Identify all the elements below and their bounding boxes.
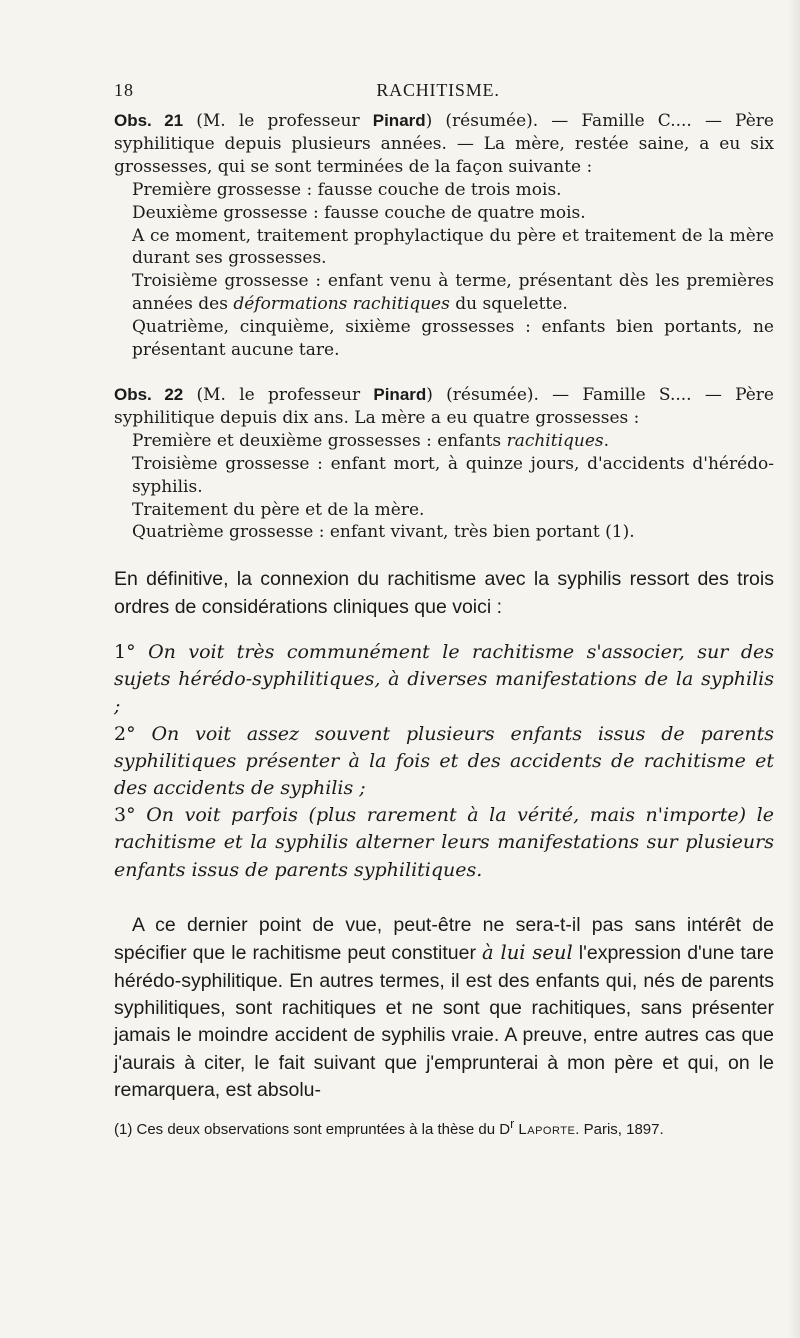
clinical-considerations-list — [114, 639, 774, 884]
footnote-text-b: . Paris, 1897. — [575, 1120, 664, 1138]
obs21-line-4-a: Troisième grossesse : enfant venu à terme, présentant dès les premières années des — [132, 271, 774, 315]
consideration-3-number: 3° — [114, 804, 136, 827]
obs22-surgeon-name: Pinard — [373, 384, 427, 404]
observation-22 — [114, 384, 774, 544]
footnote-author: Laporte — [518, 1120, 576, 1138]
obs21-opening-b: ) (résumée). — Famille C.... — Père syphilitique depuis plusieurs années. — La mère, restée saine, a eu six grossesses, qui se sont terminées de la façon suivante : — [114, 111, 774, 177]
page-header — [114, 80, 762, 108]
consideration-3-text-a: On voit parfois — [146, 804, 309, 827]
final-italic: à lui seul — [482, 941, 573, 965]
obs21-line-5: Quatrième, cinquième, sixième grossesses : enfants bien portants, ne présentant aucune tare. — [132, 317, 774, 361]
obs22-line-3: Traitement du père et de la mère. — [132, 499, 425, 520]
obs22-line-1-italic: rachitiques — [506, 430, 604, 451]
consideration-2-number: 2° — [114, 722, 136, 745]
page-edge-shadow — [788, 0, 800, 1338]
obs21-line-1: Première grossesse : fausse couche de trois mois. — [132, 179, 562, 200]
conclusion-paragraph — [114, 566, 774, 621]
final-paragraph — [114, 912, 774, 1105]
obs22-line-4: Quatrième grossesse : enfant vivant, très bien portant (1). — [132, 522, 635, 543]
obs21-line-4-italic: déformations rachitiques — [233, 294, 450, 315]
obs21-intro — [114, 110, 774, 179]
obs22-line-2: Troisième grossesse : enfant mort, à quinze jours, d'accidents d'hérédo-syphilis. — [132, 453, 774, 497]
final-text-a: A ce dernier point de vue, peut-être ne sera-t-il pas sans intérêt de spécifier que le rachitisme peut constituer — [114, 913, 774, 965]
obs22-label: Obs. 22 — [114, 384, 184, 404]
obs21-line-2: Deuxième grossesse : fausse couche de quatre mois. — [132, 202, 586, 223]
obs21-line-4-b: du squelette. — [449, 294, 568, 315]
obs21-opening-a: (M. le professeur — [196, 111, 373, 131]
obs21-label: Obs. 21 — [114, 111, 184, 130]
consideration-3-parenthetical: (plus rarement à la vérité, mais n'importe) — [308, 804, 747, 827]
running-title: RACHITISME. — [376, 80, 500, 100]
page-number: 18 — [114, 80, 134, 100]
final-text-b: l'expression d'une tare hérédo-syphilitique. En autres termes, il est des enfants qui, nés de parents syphilitiques, sont rachitiques et ne sont que rachitiques, sans présenter jamais le moindre accident de syphilis vraie. A preuve, entre autres cas que j'aurais à citer, le fait suivant que j'emprunterai à mon père et qui, on le remarquera, est absolu- — [114, 942, 774, 1102]
obs21-line-3: A ce moment, traitement prophylactique du père et traitement de la mère durant ses grossesses. — [132, 225, 774, 269]
obs22-opening-a: (M. le professeur — [196, 384, 374, 405]
obs22-line-1 — [114, 430, 774, 453]
obs22-opening-b: ) (résumée). — Famille S.... — Père syphilitique depuis dix ans. La mère a eu quatre grossesses : — [114, 384, 774, 428]
obs21-surgeon-name: Pinard — [372, 111, 426, 130]
consideration-2 — [114, 721, 774, 803]
conclusion-text: En définitive, la connexion du rachitisme avec la syphilis ressort des trois ordres de considérations cliniques que voici : — [114, 568, 774, 618]
consideration-1-text: On voit très communément le rachitisme s'associer, sur des sujets hérédo-syphilitiques, à diverses manifestations de la syphilis ; — [114, 640, 774, 718]
consideration-1 — [114, 639, 774, 721]
page-content — [114, 110, 774, 1139]
obs21-line-4 — [114, 270, 774, 316]
final-text — [114, 912, 774, 1105]
consideration-3-text-c: le rachitisme et la syphilis alterner leurs manifestations sur plusieurs enfants issus de parents syphilitiques. — [114, 804, 774, 881]
consideration-1-number: 1° — [114, 640, 136, 663]
obs22-line-1-c: . — [603, 430, 610, 451]
obs22-line-1-a: Première et deuxième grossesses : enfants — [132, 430, 507, 451]
obs22-intro — [114, 384, 774, 430]
consideration-3 — [114, 802, 774, 884]
observation-21 — [114, 110, 774, 362]
consideration-2-text: On voit assez souvent plusieurs enfants issus de parents syphilitiques présenter à la fois et des accidents de rachitisme et des accidents de syphilis ; — [114, 722, 774, 799]
footnote-text-a: (1) Ces deux observations sont empruntées à la thèse du D — [114, 1120, 511, 1138]
footnote — [114, 1115, 774, 1139]
footnote-superscript: r — [510, 1116, 515, 1131]
